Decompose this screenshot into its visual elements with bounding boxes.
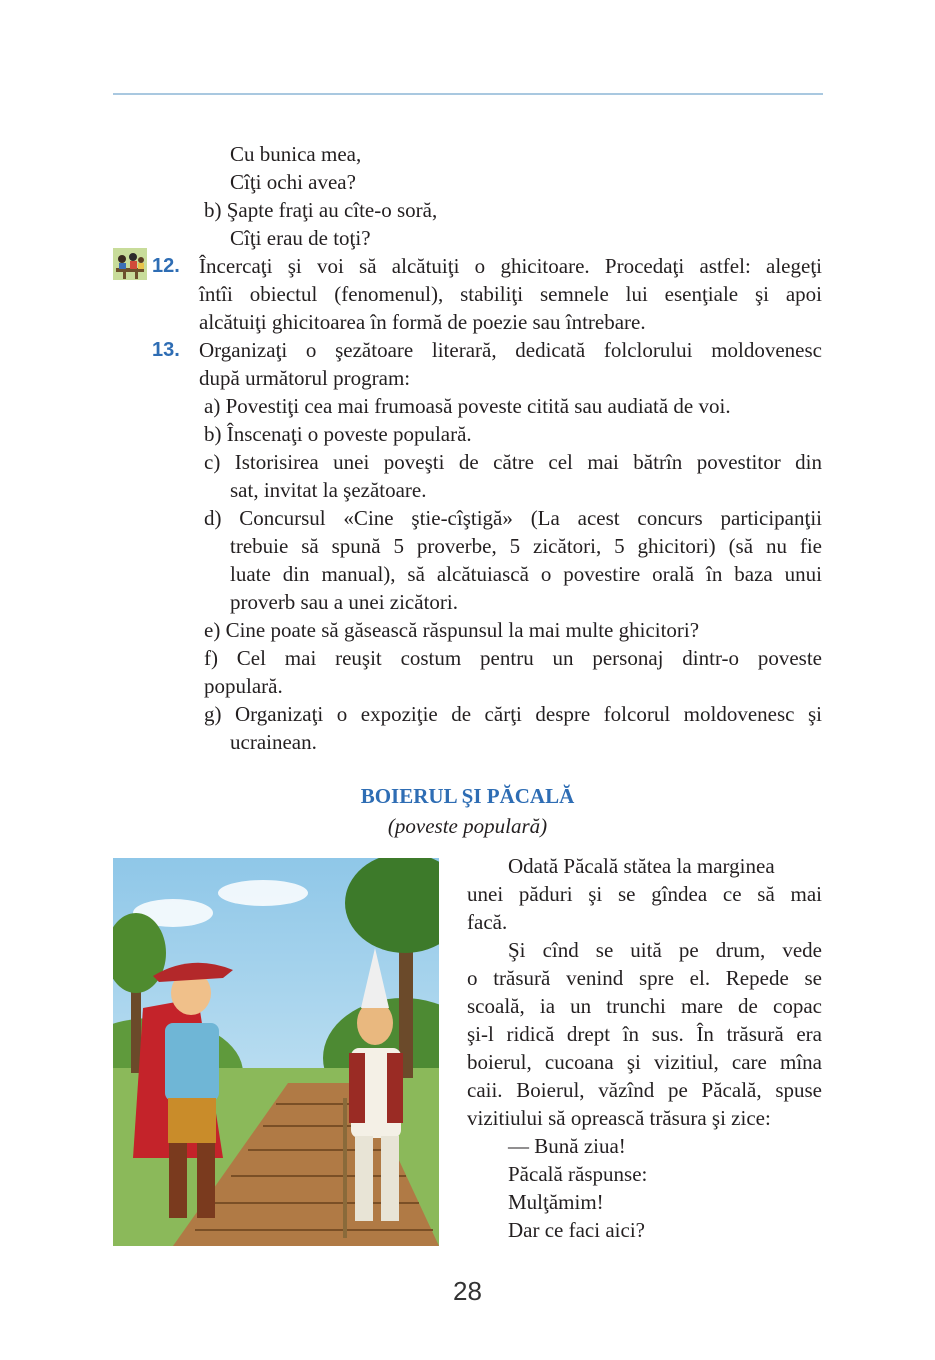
text-line: ucrainean.: [230, 730, 317, 754]
story-line: vizitiului să oprească trăsura şi zice:: [467, 1106, 771, 1130]
list-item: g) Organizaţi o expoziţie de cărţi despre folcorul moldovenesc şi: [204, 702, 822, 726]
list-item: c) Istorisirea unei poveşti de către cel mai bătrîn povestitor din: [204, 450, 822, 474]
story-line: — Bună ziua!: [508, 1134, 626, 1158]
text-line: după următorul program:: [199, 366, 411, 390]
text-line: întîi obiectul (fenomenul), stabiliţi semnele lui esenţiale şi apoi: [199, 282, 822, 306]
story-line: Păcală răspunse:: [508, 1162, 648, 1186]
list-item: e) Cine poate să găsească răspunsul la mai multe ghicitori?: [204, 618, 700, 642]
story-line: Odată Păcală stătea la marginea: [508, 854, 775, 878]
text-line: sat, invitat la şezătoare.: [230, 478, 427, 502]
text-line: trebuie să spună 5 proverbe, 5 zicători, 5 ghicitori) (să nu fie: [230, 534, 822, 558]
header-rule: [113, 93, 823, 95]
story-subtitle: (poveste populară): [387, 814, 548, 838]
text-line: Încercaţi şi voi să alcătuiţi o ghicitoare. Procedaţi astfel: alegeţi: [199, 254, 822, 278]
story-title: BOIERUL ŞI PĂCALĂ: [360, 784, 575, 808]
text-line: Cu bunica mea,: [230, 142, 362, 166]
story-line: boierul, cucoana şi vizitiul, care mîna: [467, 1050, 822, 1074]
story-line: unei păduri şi se gîndea ce să mai: [467, 882, 822, 906]
story-line: Dar ce faci aici?: [508, 1218, 645, 1242]
story-illustration: [113, 858, 439, 1246]
text-line: proverb sau a unei zicători.: [230, 590, 458, 614]
story-line: scoală, ia un trunchi mare de copac: [467, 994, 822, 1018]
text-line: luate din manual), să alcătuiască o povestire orală în baza unui: [230, 562, 822, 586]
story-line: Mulţămim!: [508, 1190, 604, 1214]
text-line: Cîţi erau de toţi?: [230, 226, 371, 250]
exercise-number: 13.: [152, 339, 180, 361]
story-line: şi-l ridică drept în sus. În trăsură era: [467, 1022, 822, 1046]
story-line: Şi cînd se uită pe drum, vede: [508, 938, 822, 962]
text-line: Organizaţi o şezătoare literară, dedicată folclorului moldovenesc: [199, 338, 822, 362]
text-line: b) Şapte fraţi au cîte-o soră,: [204, 198, 438, 222]
text-line: alcătuiţi ghicitoarea în formă de poezie sau întrebare.: [199, 310, 646, 334]
page-number: 28: [453, 1276, 482, 1306]
list-item: b) Înscenaţi o poveste populară.: [204, 422, 472, 446]
text-line: populară.: [204, 674, 283, 698]
exercise-number: 12.: [152, 255, 180, 277]
text-line: Cîţi ochi avea?: [230, 170, 356, 194]
group-work-icon: [113, 248, 147, 280]
list-item: d) Concursul «Cine ştie-cîştigă» (La acest concurs participanţii: [204, 506, 822, 530]
story-line: facă.: [467, 910, 508, 934]
story-line: o trăsură venind spre el. Repede se: [467, 966, 822, 990]
list-item: f) Cel mai reuşit costum pentru un personaj dintr-o poveste: [204, 646, 822, 670]
list-item: a) Povestiţi cea mai frumoasă poveste citită sau audiată de voi.: [204, 394, 731, 418]
story-line: caii. Boierul, văzînd pe Păcală, spuse: [467, 1078, 822, 1102]
